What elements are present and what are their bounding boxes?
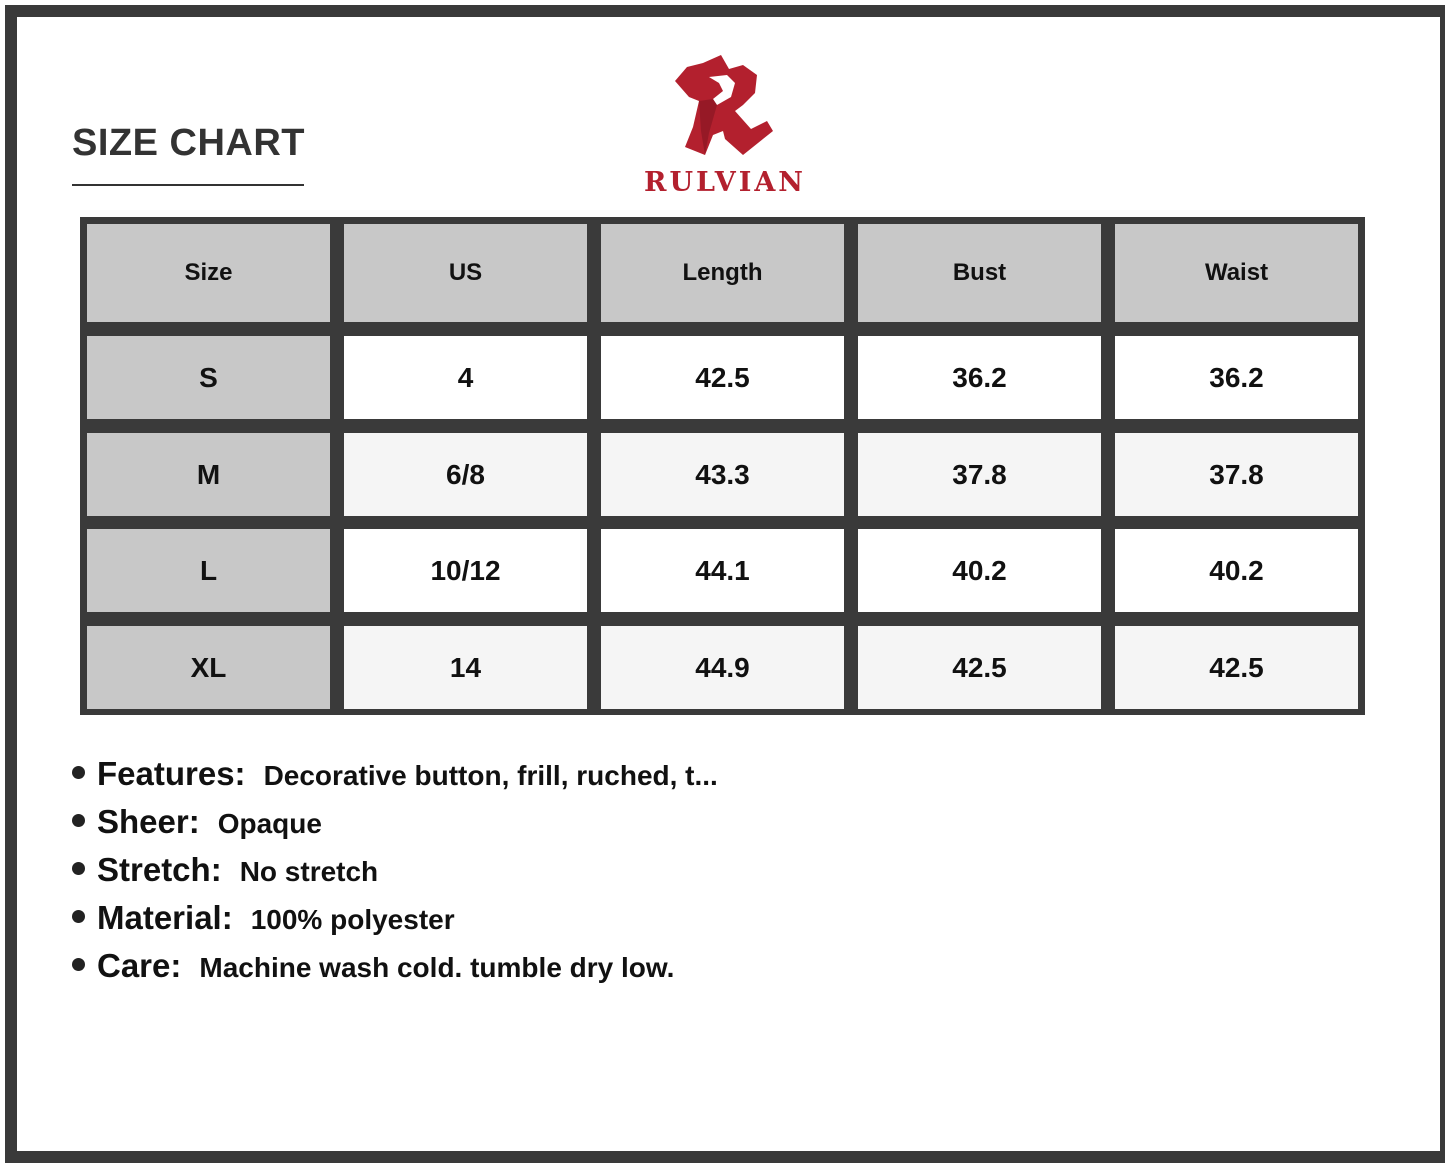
table-cell-bust: 37.8 bbox=[858, 433, 1101, 516]
table-cell-waist: 42.5 bbox=[1115, 626, 1358, 709]
spec-item bbox=[72, 899, 455, 937]
spec-value: 100% polyester bbox=[250, 904, 455, 935]
size-label-cell: S bbox=[87, 336, 330, 419]
page-title: SIZE CHART bbox=[72, 122, 305, 164]
table-cell-us: 4 bbox=[344, 336, 587, 419]
page-frame bbox=[5, 5, 1445, 1163]
spec-item bbox=[72, 755, 718, 793]
column-header-us: US bbox=[344, 224, 587, 322]
bullet-icon bbox=[72, 814, 85, 827]
spec-value: Machine wash cold. tumble dry low. bbox=[199, 952, 675, 983]
spec-item bbox=[72, 947, 674, 985]
table-cell-us: 14 bbox=[344, 626, 587, 709]
brand-logo bbox=[625, 55, 825, 205]
table-cell-bust: 36.2 bbox=[858, 336, 1101, 419]
spec-label: Care: bbox=[97, 947, 182, 984]
column-header-bust: Bust bbox=[858, 224, 1101, 322]
column-header-waist: Waist bbox=[1115, 224, 1358, 322]
size-label-cell: L bbox=[87, 529, 330, 612]
table-cell-us: 10/12 bbox=[344, 529, 587, 612]
table-cell-waist: 40.2 bbox=[1115, 529, 1358, 612]
table-cell-length: 44.1 bbox=[601, 529, 844, 612]
spec-label: Stretch: bbox=[97, 851, 222, 888]
spec-value: No stretch bbox=[239, 856, 379, 887]
table-cell-length: 44.9 bbox=[601, 626, 844, 709]
table-cell-us: 6/8 bbox=[344, 433, 587, 516]
title-underline bbox=[72, 184, 304, 186]
table-cell-bust: 42.5 bbox=[858, 626, 1101, 709]
column-header-length: Length bbox=[601, 224, 844, 322]
brand-r-icon bbox=[673, 55, 773, 165]
spec-value: Decorative button, frill, ruched, t... bbox=[263, 760, 718, 791]
table-cell-bust: 40.2 bbox=[858, 529, 1101, 612]
bullet-icon bbox=[72, 958, 85, 971]
spec-label: Material: bbox=[97, 899, 233, 936]
spec-label: Sheer: bbox=[97, 803, 200, 840]
spec-value: Opaque bbox=[217, 808, 322, 839]
spec-item bbox=[72, 803, 322, 841]
table-cell-length: 43.3 bbox=[601, 433, 844, 516]
size-label-cell: M bbox=[87, 433, 330, 516]
bullet-icon bbox=[72, 862, 85, 875]
size-label-cell: XL bbox=[87, 626, 330, 709]
bullet-icon bbox=[72, 766, 85, 779]
bullet-icon bbox=[72, 910, 85, 923]
spec-item bbox=[72, 851, 378, 889]
spec-label: Features: bbox=[97, 755, 246, 792]
table-cell-waist: 37.8 bbox=[1115, 433, 1358, 516]
table-cell-length: 42.5 bbox=[601, 336, 844, 419]
column-header-size: Size bbox=[87, 224, 330, 322]
size-table bbox=[80, 217, 1365, 715]
brand-name: RULVIAN bbox=[644, 167, 806, 198]
table-cell-waist: 36.2 bbox=[1115, 336, 1358, 419]
